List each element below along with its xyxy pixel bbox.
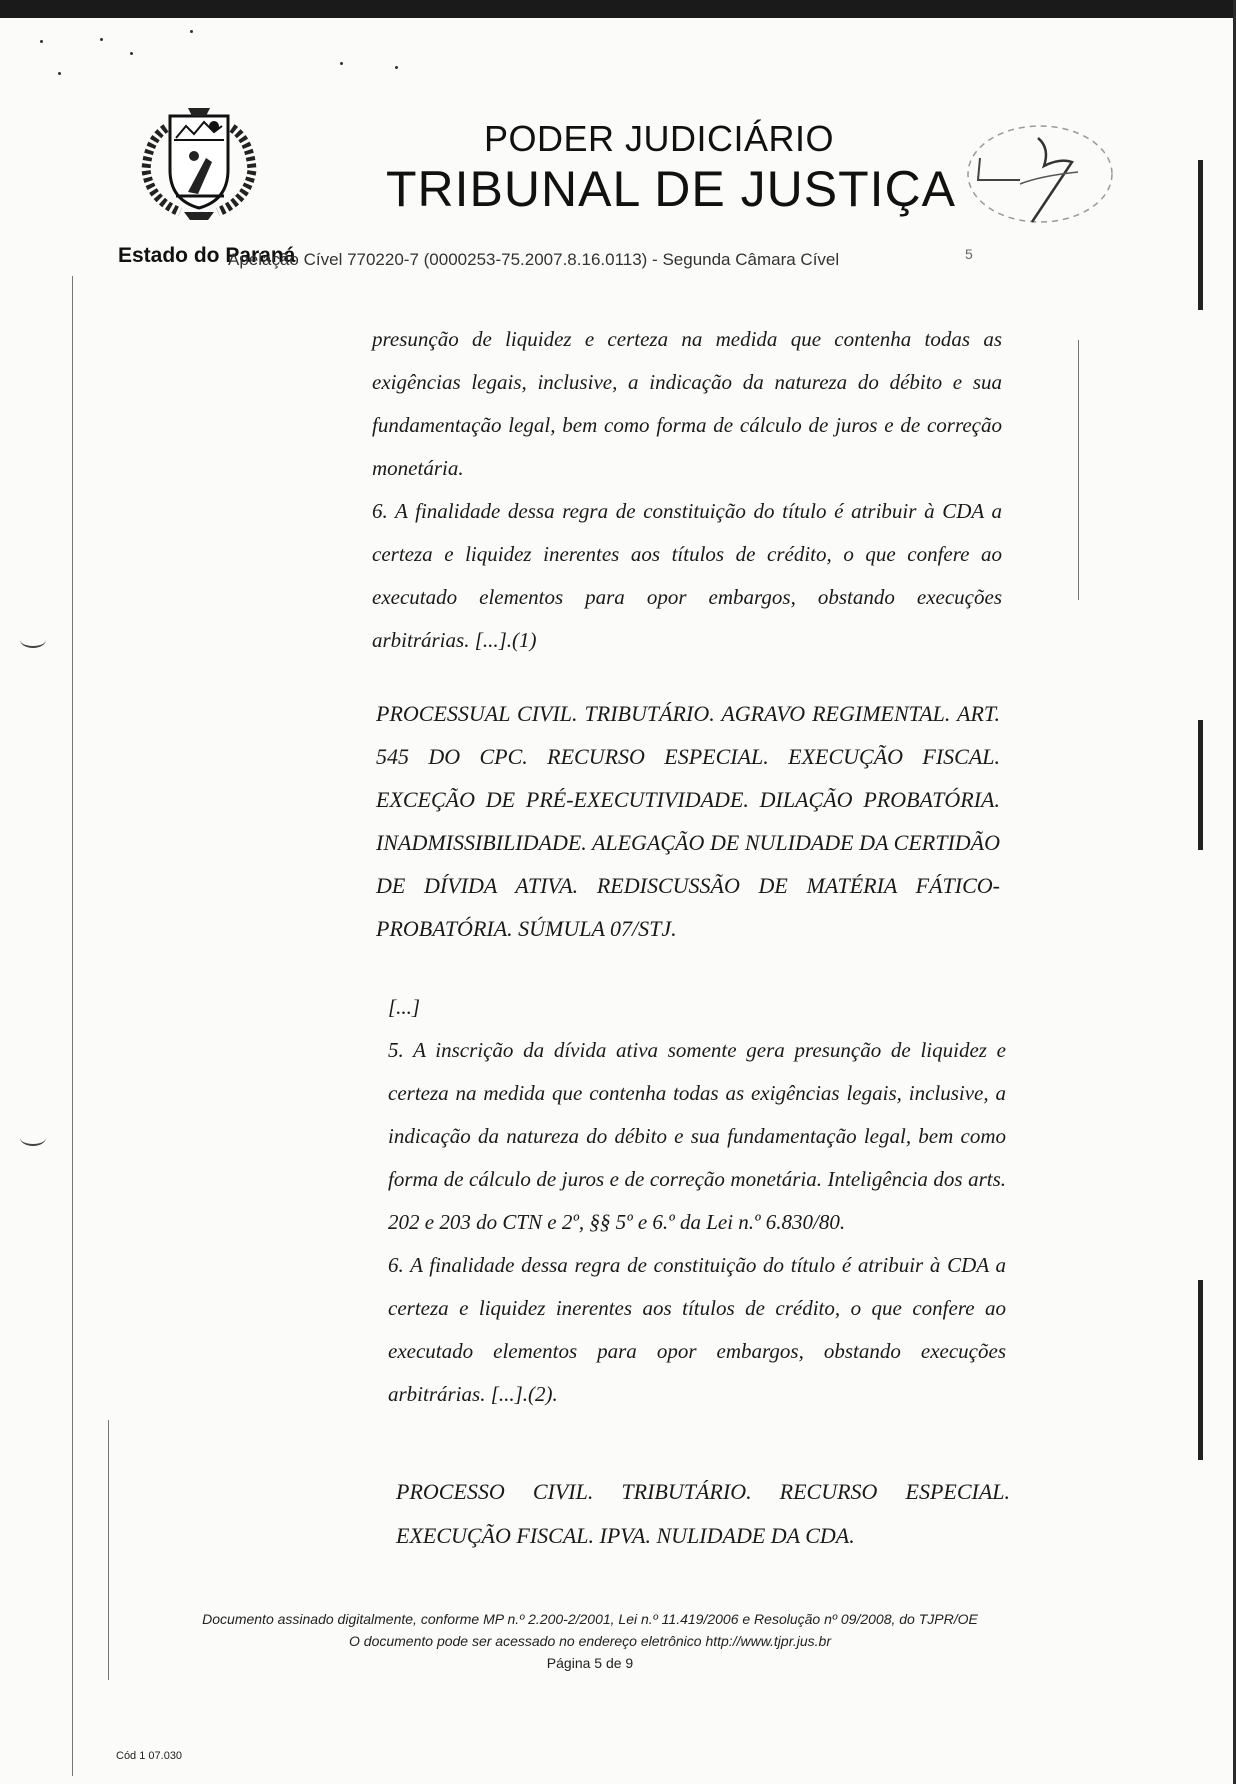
scan-speck (100, 38, 103, 41)
scan-edge-mark (1198, 1280, 1203, 1460)
left-margin-line (72, 276, 73, 1776)
signature-notice: Documento assinado digitalmente, conforme MP n.º 2.200-2/2001, Lei n.º 11.419/2006 e Resolução nº 09/2008, do TJPR/OE (202, 1611, 978, 1627)
coat-of-arms-icon (128, 100, 270, 222)
quote-paragraph: presunção de liquidez e certeza na medida que contenha todas as exigências legais, inclusive, a indicação da natureza do débito e sua fundamentação legal, bem como forma de cálculo de juros e de correção monetária. (372, 327, 1002, 480)
ementa-heading-1: PROCESSUAL CIVIL. TRIBUTÁRIO. AGRAVO REGIMENTAL. ART. 545 DO CPC. RECURSO ESPECIAL. EXECUÇÃO FISCAL. EXCEÇÃO DE PRÉ-EXECUTIVIDADE. DILAÇÃO PROBATÓRIA. INADMISSIBILIDADE. ALEGAÇÃO DE NULIDADE DA CERTIDÃO DE DÍVIDA ATIVA. REDISCUSSÃO DE MATÉRIA FÁTICO-PROBATÓRIA. SÚMULA 07/STJ. (376, 701, 1000, 941)
quote-block-2 (388, 986, 1006, 1416)
quote-paragraph: 5. A inscrição da dívida ativa somente gera presunção de liquidez e certeza na medida que contenha todas as exigências legais, inclusive, a indicação da natureza do débito e sua fundamentação legal, bem como forma de cálculo de juros e de correção monetária. Inteligência dos arts. 202 e 203 do CTN e 2º, §§ 5º e 6.º da Lei n.º 6.830/80. (388, 1038, 1006, 1234)
scan-speck (40, 40, 43, 43)
scan-edge-mark (1198, 720, 1203, 850)
left-margin-line (108, 1420, 109, 1680)
footer (120, 1608, 1060, 1674)
quote-block-1 (372, 318, 1002, 662)
binding-hole-mark (20, 1130, 46, 1146)
binding-hole-mark (20, 632, 46, 648)
form-code: Cód 1 07.030 (116, 1750, 183, 1762)
corner-mark: 5 (965, 246, 973, 262)
scan-speck (395, 66, 398, 69)
process-identifier: Apelação Cível 770220-7 (0000253-75.2007.8.16.0113) - Segunda Câmara Cível (228, 250, 840, 269)
access-notice: O documento pode ser acessado no endereço eletrônico http://www.tjpr.jus.br (349, 1633, 831, 1649)
header-institution: PODER JUDICIÁRIO (484, 118, 835, 159)
header-court: TRIBUNAL DE JUSTIÇA (386, 161, 957, 217)
page-number: Página 5 de 9 (546, 1655, 634, 1671)
scan-speck (130, 52, 133, 55)
right-margin-line (1078, 340, 1079, 600)
scan-edge-mark (1198, 160, 1203, 310)
scan-speck (340, 62, 343, 65)
quote-paragraph: 6. A finalidade dessa regra de constituição do título é atribuir à CDA a certeza e liquidez inerentes aos títulos de crédito, o que confere ao executado elementos para opor embargos, obstando execuções arbitrárias. [...].(2). (388, 1253, 1006, 1406)
scan-speck (190, 30, 193, 33)
ementa-heading-2: PROCESSO CIVIL. TRIBUTÁRIO. RECURSO ESPECIAL. EXECUÇÃO FISCAL. IPVA. NULIDADE DA CDA. (396, 1479, 1010, 1548)
scan-speck (58, 72, 61, 75)
page-stamp-icon (960, 118, 1130, 238)
state-label: Estado do Paraná (118, 244, 296, 267)
quote-paragraph: 6. A finalidade dessa regra de constituição do título é atribuir à CDA a certeza e liquidez inerentes aos títulos de crédito, o que confere ao executado elementos para opor embargos, obstando execuções arbitrárias. [...].(1) (372, 499, 1002, 652)
scan-border-top (0, 0, 1236, 18)
quote-paragraph: [...] (388, 995, 421, 1019)
